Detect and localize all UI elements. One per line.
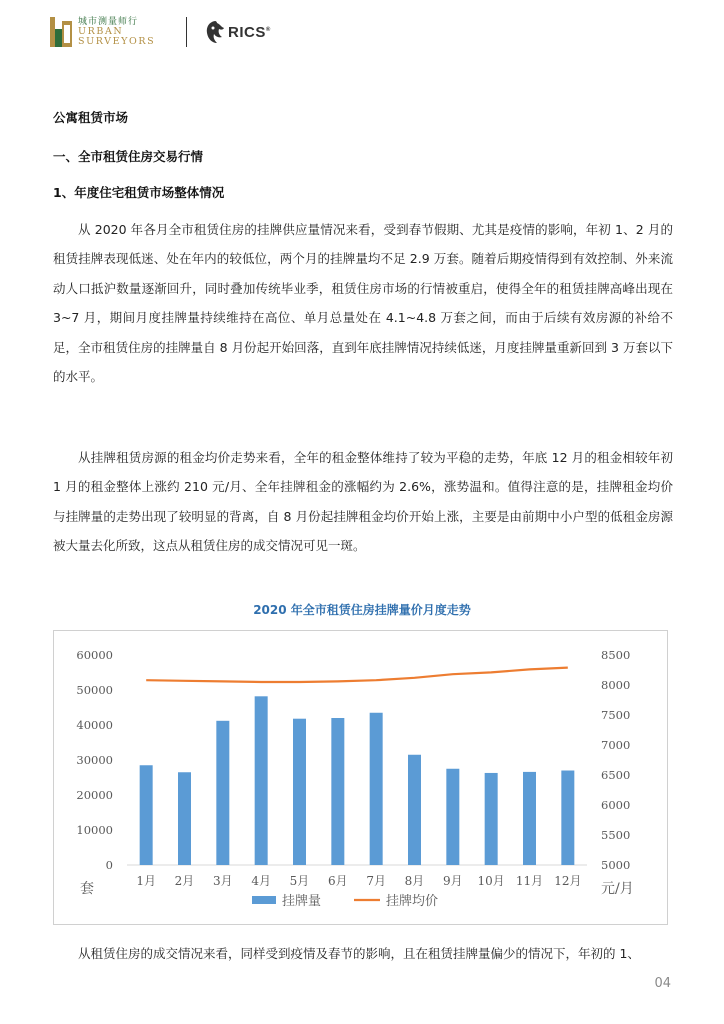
- paragraph-text: 从挂牌租赁房源的租金均价走势来看，全年的租金整体维持了较为平稳的走势，年底 12 月的租金相较年初 1 月的租金整体上涨约 210 元/月、全年挂牌租金的涨幅约为 2.6%，涨势温和。值得注意的是，挂牌租金均价与挂牌量的走势出现了较明显的背离，自 8 月份起挂牌租金均价开始上涨，主要是由前期中小户型的低租金房源被大量去化所致，这点从租赁住房的成交情况可见一斑。: [53, 450, 673, 554]
- legend-bar-label: 挂牌量: [282, 894, 322, 909]
- rent-volume-price-chart: [54, 631, 667, 924]
- y-left-tick-label: 10000: [76, 823, 113, 837]
- logo-chinese-name: 城市测量师行: [78, 16, 139, 27]
- paragraph-text: 从租赁住房的成交情况来看，同样受到疫情及春节的影响，且在租赁挂牌量偏少的情况下，年初的 1、: [78, 946, 640, 961]
- legend-line-label: 挂牌均价: [386, 894, 439, 909]
- x-tick-label: 3月: [213, 874, 233, 888]
- paragraph-2: [53, 443, 673, 561]
- y-right-tick-label: 5500: [601, 828, 631, 842]
- bar-12: [561, 771, 574, 866]
- y-right-tick-label: 6000: [601, 798, 631, 812]
- urban-surveyors-logo-icon: [50, 17, 72, 47]
- bar-8: [408, 755, 421, 865]
- bar-9: [446, 769, 459, 865]
- y-left-tick-label: 20000: [76, 788, 113, 802]
- subsubsection-heading: 1、年度住宅租赁市场整体情况: [53, 185, 225, 200]
- bar-3: [216, 721, 229, 865]
- legend-bar-swatch: [252, 896, 276, 904]
- x-tick-label: 10月: [477, 874, 505, 888]
- logo-english-line2: SURVEYORS: [78, 35, 156, 47]
- logo-english-line1: URBAN: [78, 25, 124, 37]
- bar-7: [370, 713, 383, 865]
- y-left-tick-label: 50000: [76, 683, 113, 697]
- bar-4: [255, 696, 268, 865]
- y-right-tick-label: 7500: [601, 708, 631, 722]
- y-left-tick-label: 60000: [76, 648, 113, 662]
- paragraph-text: 从 2020 年各月全市租赁住房的挂牌供应量情况来看，受到春节假期、尤其是疫情的影响，年初 1、2 月的租赁挂牌表现低迷、处在年内的较低位，两个月的挂牌量均不足 2.9 万套。随着后期疫情得到有效控制、外来流动人口抵沪数量逐渐回升，同时叠加传统毕业季，租赁住房市场的行情被重启，使得全年的租赁挂牌高峰出现在 3~7 月，期间月度挂牌量持续维持在高位、单月总量处在 4.1~4.8 万套之间，而由于后续有效房源的补给不足，全市租赁住房的挂牌量自 8 月份起开始回落，直到年底挂牌情况持续低迷，月度挂牌量重新回到 3 万套以下的水平。: [53, 222, 673, 385]
- rics-lion-icon: [205, 20, 225, 44]
- x-tick-label: 8月: [404, 874, 425, 888]
- y-right-tick-label: 8500: [601, 648, 631, 662]
- y-right-tick-label: 7000: [601, 738, 631, 752]
- subsection-heading: 一、全市租赁住房交易行情: [53, 149, 204, 164]
- x-tick-label: 1月: [136, 874, 156, 888]
- bar-1: [140, 765, 153, 865]
- bar-2: [178, 772, 191, 865]
- chart-title: 2020 年全市租赁住房挂牌量价月度走势: [253, 603, 471, 617]
- bar-6: [331, 718, 344, 865]
- x-tick-label: 2月: [174, 874, 195, 888]
- x-tick-label: 5月: [289, 874, 310, 888]
- x-tick-label: 4月: [251, 874, 271, 888]
- x-tick-label: 6月: [328, 874, 348, 888]
- paragraph-1: [53, 215, 673, 391]
- page-number: 04: [654, 976, 671, 991]
- page-header: [50, 14, 271, 50]
- x-tick-label: 9月: [443, 874, 463, 888]
- y-right-tick-label: 8000: [601, 678, 631, 692]
- y-left-tick-label: 30000: [76, 753, 113, 767]
- bar-10: [485, 773, 498, 865]
- y-right-tick-label: 5000: [601, 858, 631, 872]
- paragraph-3: [53, 939, 673, 968]
- y-right-tick-label: 6500: [601, 768, 631, 782]
- x-tick-label: 12月: [554, 874, 582, 888]
- urban-surveyors-wordmark: [78, 18, 164, 47]
- chart-container: [53, 630, 668, 925]
- bar-5: [293, 719, 306, 865]
- section-heading: 公寓租赁市场: [53, 110, 129, 125]
- x-tick-label: 11月: [515, 874, 544, 888]
- y-right-unit-label: 元/月: [601, 881, 634, 897]
- y-left-tick-label: 0: [105, 858, 113, 872]
- rics-wordmark: RICS®: [228, 23, 271, 41]
- x-tick-label: 7月: [366, 874, 386, 888]
- header-divider: [186, 17, 187, 47]
- price-line: [146, 668, 568, 682]
- y-left-unit-label: 套: [80, 881, 94, 897]
- y-left-tick-label: 40000: [76, 718, 113, 732]
- bar-11: [523, 772, 536, 865]
- rics-logo: [205, 20, 271, 44]
